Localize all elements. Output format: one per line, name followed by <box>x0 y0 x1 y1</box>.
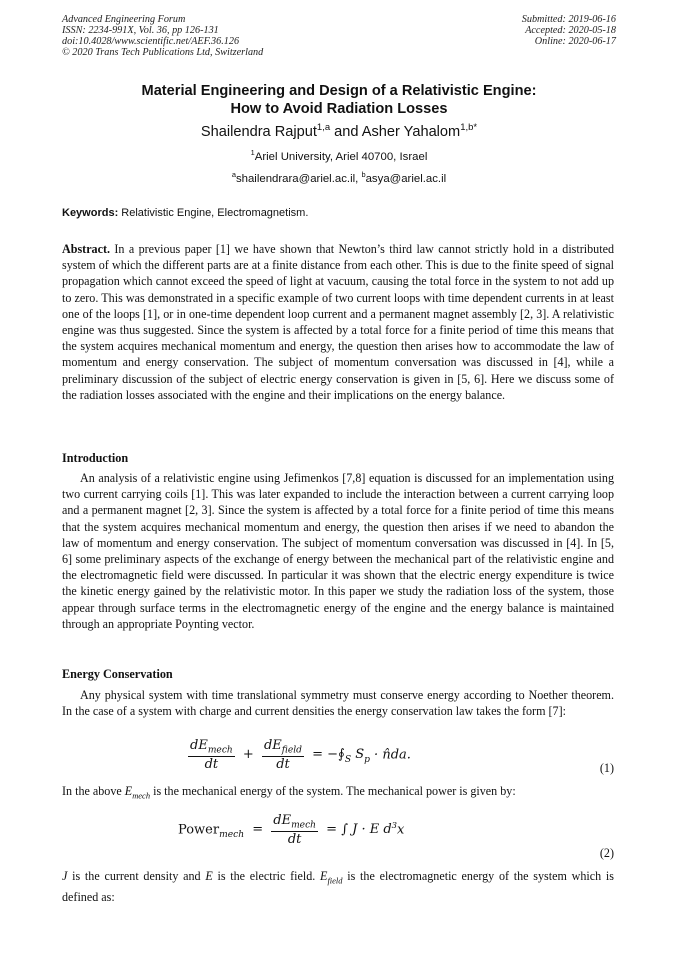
field-energy-text <box>62 868 614 905</box>
eq1-rhs-end: · n̂da. <box>369 747 411 763</box>
email-a: shailendrara@ariel.ac.il, <box>235 173 362 185</box>
eq2-rhs: = ∫ J · E d <box>326 822 392 838</box>
eq1-poynting: S <box>355 747 365 763</box>
energy-heading: Energy Conservation <box>62 667 173 681</box>
field-text-2: is the electric field. <box>212 869 321 883</box>
affiliation-text: Ariel University, Ariel 40700, Israel <box>254 151 428 163</box>
introduction-text: An analysis of a relativistic engine using Jefimenkos [7,8] equation is discussed for an implementation using two current carrying coils [1]. This was later expanded to include the interaction between a current carrying loop and a permanent magnet [2, 3]. Since the system is affected by a total force for a finite period of time this means that the system acquires mechanical momentum and energy, the question then arises if we need to abandon the law of momentum and energy conservation. The subject of momentum conversation was discussed in [4]. In [5, 6] some preliminary aspects of the exchange of energy between the mechanical part of the relativistic engine and the electromagnetic field were discussed. In particular it was shown that the electric energy expenditure is twice the kinetic energy gained by the relativistic motor. In this paper we study the radiation loss of the system, those appear through surface terms in the electromagnetic energy of the engine and the energy balance is maintained through an appropriate Poynting vector. <box>62 471 614 631</box>
abstract-text: In a previous paper [1] we have shown that Newton’s third law cannot strictly hold in a distributed system of which the different parts are at a finite distance from each other. This is due to the finite speed of signal propagation which cannot exceed the speed of light at vacuum, causing the total force in the system to not add up to zero. This was demonstrated in a specific example of two current loops with time dependent currents in at least one of the loops [1], or in one-time dependent loop current and a permanent magnet assembly [2, 3]. A relativistic engine was thus suggested. Since the system is affected by a total force for a finite period of time this means that the system acquires mechanical momentum and energy, the question then arises how to accommodate the law of momentum and energy conservation. The subject of momentum conversation was discussed in [4], while a preliminary discussion of the subject of electric energy conservation is given in [5, 6]. Here we discuss some of the radiation losses associated with the engine and their implications on the energy balance. <box>62 242 614 402</box>
keywords <box>62 207 618 219</box>
mech-energy-pre: In the above <box>62 784 125 798</box>
emails <box>0 170 678 185</box>
copyright-line: © 2020 Trans Tech Publications Ltd, Switzerland <box>62 47 264 58</box>
authors-and: and <box>330 124 362 140</box>
field-text-1: is the current density and <box>67 869 206 883</box>
keywords-text: Relativistic Engine, Electromagnetism. <box>118 207 309 219</box>
title-line-1: Material Engineering and Design of a Relativistic Engine: <box>141 83 537 99</box>
eq2-lhs: Power <box>178 822 220 838</box>
eq2-equals: = <box>252 822 264 838</box>
abstract <box>62 241 614 403</box>
keywords-label: Keywords: <box>62 207 119 219</box>
energy-text: Any physical system with time translational symmetry must conserve energy according to Noether theorem. In the case of a system with charge and current densities the energy conservation law takes the form [7]: <box>62 688 614 719</box>
doi-line: doi:10.4028/www.scientific.net/AEF.36.126 <box>62 36 240 47</box>
eq1-sub2: field <box>281 745 302 756</box>
eq1-sub1: mech <box>207 745 233 756</box>
issn-line: ISSN: 2234-991X, Vol. 36, pp 126-131 <box>62 25 219 36</box>
electric-field-symbol: E <box>205 869 213 883</box>
equation-1-number: (1) <box>599 761 614 775</box>
mech-energy-text <box>62 783 614 804</box>
authors <box>0 124 678 140</box>
affiliation <box>0 148 678 163</box>
author-2-sup: 1,b* <box>460 122 478 134</box>
field-energy-sub: field <box>327 875 343 886</box>
eq1-den2: dt <box>276 756 290 772</box>
journal-info <box>62 14 263 58</box>
online-date: Online: 2020-06-17 <box>534 36 616 47</box>
equation-2-number: (2) <box>599 846 614 860</box>
journal-name: Advanced Engineering Forum <box>62 14 186 25</box>
eq2-rhs-sup: 3 <box>391 819 398 830</box>
eq1-poynting-sub: p <box>364 754 370 765</box>
author-1: Shailendra Rajput <box>200 124 317 140</box>
submitted-date: Submitted: 2019-06-16 <box>521 14 616 25</box>
abstract-label: Abstract. <box>62 242 111 256</box>
eq1-plus: + <box>242 747 254 763</box>
eq1-frac-field <box>262 738 304 772</box>
field-text-3: is the electromagnetic energy of the system which is defined as: <box>62 869 614 904</box>
eq1-den1: dt <box>204 756 219 772</box>
eq2-lhs-sub: mech <box>219 829 245 840</box>
accepted-date: Accepted: 2020-05-18 <box>525 25 616 36</box>
eq2-frac <box>271 813 318 847</box>
mech-energy-symbol: E <box>124 784 133 798</box>
introduction-heading: Introduction <box>62 451 129 465</box>
author-2: Asher Yahalom <box>361 124 461 140</box>
paper-title <box>0 82 678 118</box>
eq2-num-sub: mech <box>291 820 317 831</box>
dates-info <box>522 14 616 47</box>
eq2-den: dt <box>287 831 302 847</box>
current-density-symbol: J <box>62 869 68 883</box>
eq1-frac-mech <box>188 738 235 772</box>
email-b: asya@ariel.ac.il <box>365 173 447 185</box>
mech-energy-sub: mech <box>132 790 151 801</box>
eq1-num2: dE <box>263 738 282 753</box>
equation-1 <box>188 738 411 772</box>
title-line-2: How to Avoid Radiation Losses <box>230 101 448 117</box>
eq1-num1: dE <box>190 738 208 753</box>
eq2-rhs-end: x <box>397 822 405 838</box>
eq1-rhs-sub: S <box>344 754 352 765</box>
mech-energy-post: is the mechanical energy of the system. The mechanical power is given by: <box>150 784 516 798</box>
affiliation-sup: 1 <box>250 148 255 158</box>
email-b-sup: b <box>361 170 366 180</box>
author-1-sup: 1,a <box>316 122 331 134</box>
eq1-rhs: = −∮ <box>312 747 345 763</box>
email-a-sup: a <box>231 170 236 180</box>
equation-2 <box>178 813 404 847</box>
field-energy-symbol: E <box>320 869 328 883</box>
eq2-num: dE <box>273 813 292 828</box>
